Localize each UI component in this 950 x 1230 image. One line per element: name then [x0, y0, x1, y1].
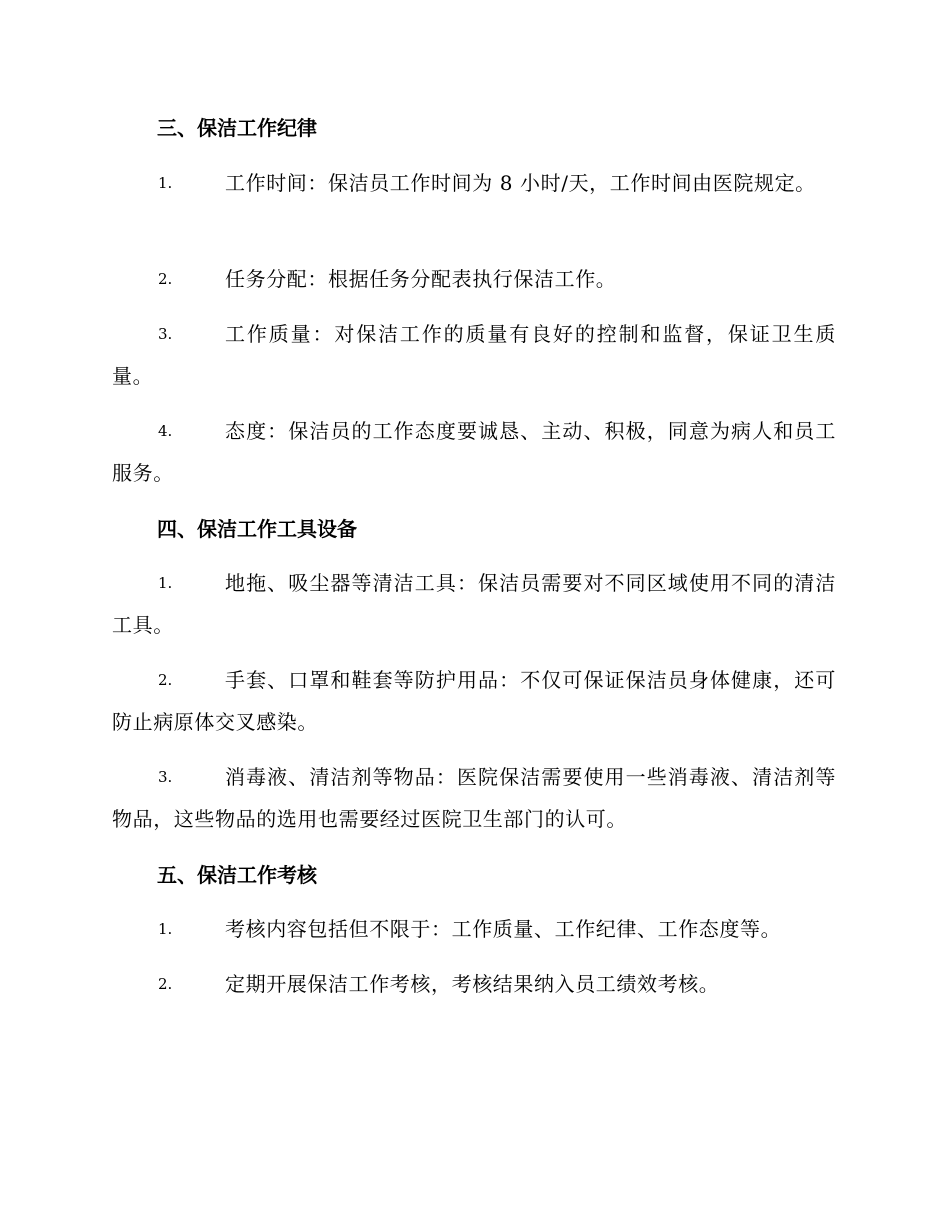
list-item — [112, 410, 836, 494]
list-item — [112, 258, 836, 300]
list-item-text: 消毒液、清洁剂等物品：医院保洁需要使用一些消毒液、清洁剂等物品，这些物品的选用也需要经过医院卫生部门的认可。 — [112, 765, 836, 831]
list-item — [112, 963, 836, 1005]
list-item-text: 工作时间：保洁员工作时间为 8 小时/天，工作时间由医院规定。 — [225, 171, 816, 195]
section-heading-assessment: 五、保洁工作考核 — [157, 863, 317, 887]
list-item-text: 考核内容包括但不限于：工作质量、工作纪律、工作态度等。 — [225, 917, 782, 941]
list-item-text: 手套、口罩和鞋套等防护用品：不仅可保证保洁员身体健康，还可防止病原体交叉感染。 — [112, 668, 836, 734]
list-item-text: 工作质量：对保洁工作的质量有良好的控制和监督，保证卫生质量。 — [112, 322, 836, 388]
list-item — [112, 162, 836, 204]
list-item-text: 态度：保洁员的工作态度要诚恳、主动、积极，同意为病人和员工服务。 — [112, 419, 836, 485]
list-item — [112, 659, 836, 743]
list-item-number: 3. — [158, 325, 173, 343]
list-item-number: 2. — [158, 975, 173, 993]
list-item — [112, 908, 836, 950]
list-item-number: 1. — [158, 174, 173, 192]
list-item-number: 2. — [158, 671, 173, 689]
list-item — [112, 756, 836, 840]
list-item-text: 地拖、吸尘器等清洁工具：保洁员需要对不同区域使用不同的清洁工具。 — [112, 571, 836, 637]
list-item-number: 3. — [158, 768, 173, 786]
list-item-number: 2. — [158, 270, 173, 288]
list-item-text: 任务分配：根据任务分配表执行保洁工作。 — [225, 267, 617, 291]
list-item-number: 1. — [158, 920, 173, 938]
list-item — [112, 313, 836, 397]
section-heading-tools: 四、保洁工作工具设备 — [157, 517, 357, 541]
section-heading-discipline: 三、保洁工作纪律 — [157, 116, 317, 140]
list-item-text: 定期开展保洁工作考核，考核结果纳入员工绩效考核。 — [225, 972, 720, 996]
list-item-number: 4. — [158, 422, 173, 440]
list-item-number: 1. — [158, 574, 173, 592]
list-item — [112, 562, 836, 646]
